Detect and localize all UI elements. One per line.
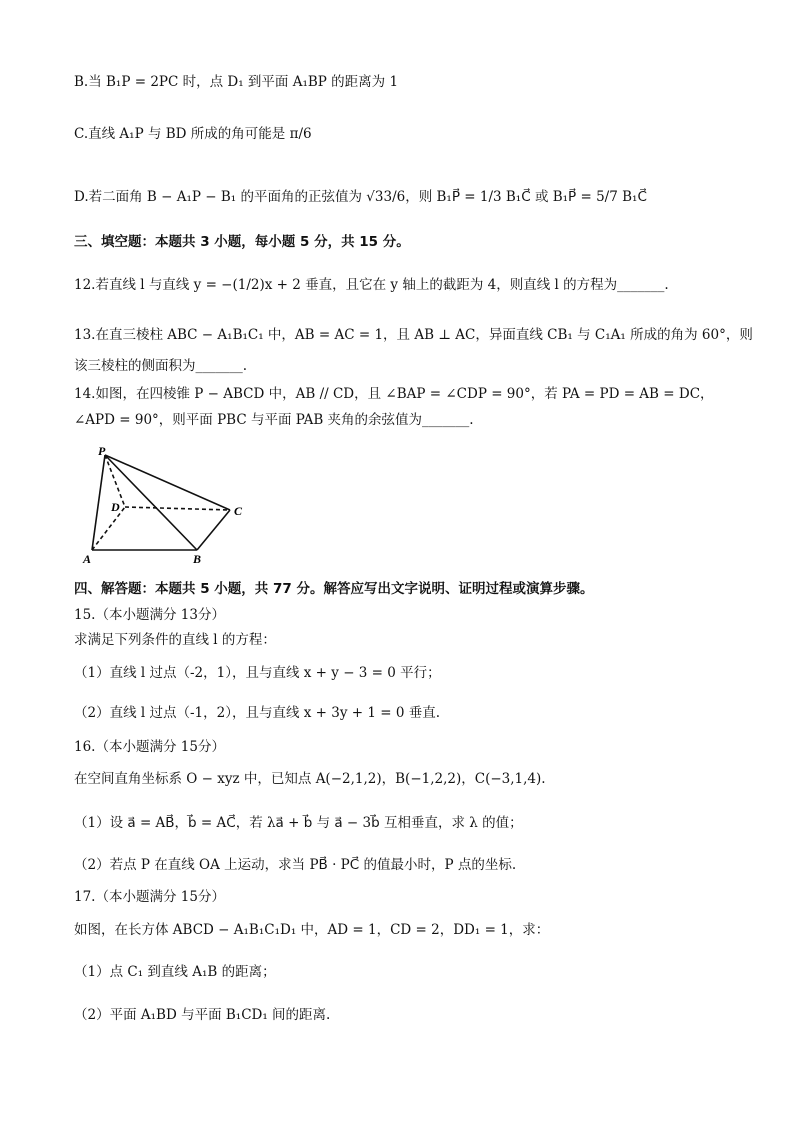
- label-c: C: [234, 504, 243, 518]
- question-17-part2: （2）平面 A₁BD 与平面 B₁CD₁ 间的距离.: [74, 1007, 331, 1023]
- question-15-part2: （2）直线 l 过点（-1，2），且与直线 x + 3y + 1 = 0 垂直.: [74, 705, 441, 721]
- section-3-heading: 三、填空题：本题共 3 小题，每小题 5 分，共 15 分。: [74, 234, 410, 250]
- section-4-heading: 四、解答题：本题共 5 小题，共 77 分。解答应写出文字说明、证明过程或演算步骤。: [74, 581, 594, 597]
- edge-bc: [197, 510, 230, 550]
- question-15-part1: （1）直线 l 过点（-2，1），且与直线 x + y − 3 = 0 平行；: [74, 665, 441, 681]
- question-17-part1: （1）点 C₁ 到直线 A₁B 的距离；: [74, 964, 276, 980]
- question-16-part1: （1）设 a⃗ = AB⃗，b⃗ = AC⃗，若 λa⃗ + b⃗ 与 a⃗ − 3b⃗ 互相垂直，求 λ 的值；: [74, 815, 523, 831]
- question-14-line1: 14.如图，在四棱锥 P − ABCD 中，AB // CD，且 ∠BAP = ∠CDP = 90°，若 PA = PD = AB = DC，: [74, 386, 714, 402]
- label-b: B: [193, 552, 202, 566]
- question-14-line2: ∠APD = 90°，则平面 PBC 与平面 PAB 夹角的余弦值为_______.: [74, 412, 474, 428]
- question-17-header: 17.（本小题满分 15分）: [74, 889, 225, 905]
- question-15-stem: 求满足下列条件的直线 l 的方程：: [74, 632, 276, 648]
- question-15-header: 15.（本小题满分 13分）: [74, 607, 225, 623]
- question-13-line1: 13.在直三棱柱 ABC − A₁B₁C₁ 中，AB = AC = 1，且 AB ⊥ AC，异面直线 CB₁ 与 C₁A₁ 所成的角为 60°，则: [74, 327, 753, 343]
- label-a: A: [83, 552, 92, 566]
- pyramid-figure: [80, 445, 260, 570]
- question-16-part2: （2）若点 P 在直线 OA 上运动，求当 PB⃗ · PC⃗ 的值最小时，P 点的坐标.: [74, 857, 517, 873]
- question-16-header: 16.（本小题满分 15分）: [74, 739, 225, 755]
- question-12: 12.若直线 l 与直线 y = −(1/2)x + 2 垂直，且它在 y 轴上的截距为 4，则直线 l 的方程为_______.: [74, 277, 669, 293]
- option-c: C.直线 A₁P 与 BD 所成的角可能是 π/6: [74, 126, 312, 142]
- option-d: D.若二面角 B − A₁P − B₁ 的平面角的正弦值为 √33/6，则 B₁P⃗ = 1/3 B₁C⃗ 或 B₁P⃗ = 5/7 B₁C⃗: [74, 189, 647, 205]
- question-13-line2: 该三棱柱的侧面积为_______.: [74, 358, 248, 374]
- question-16-stem: 在空间直角坐标系 O − xyz 中，已知点 A(−2,1,2)，B(−1,2,2)，C(−3,1,4).: [74, 771, 546, 787]
- option-b: B.当 B₁P = 2PC 时，点 D₁ 到平面 A₁BP 的距离为 1: [74, 74, 399, 90]
- label-p: P: [98, 445, 106, 458]
- edge-pa: [92, 455, 105, 550]
- pyramid-diagram: [80, 445, 260, 570]
- label-d: D: [111, 500, 120, 514]
- edge-dc: [125, 507, 230, 510]
- question-17-stem: 如图，在长方体 ABCD − A₁B₁C₁D₁ 中，AD = 1，CD = 2，DD₁ = 1，求：: [74, 922, 550, 938]
